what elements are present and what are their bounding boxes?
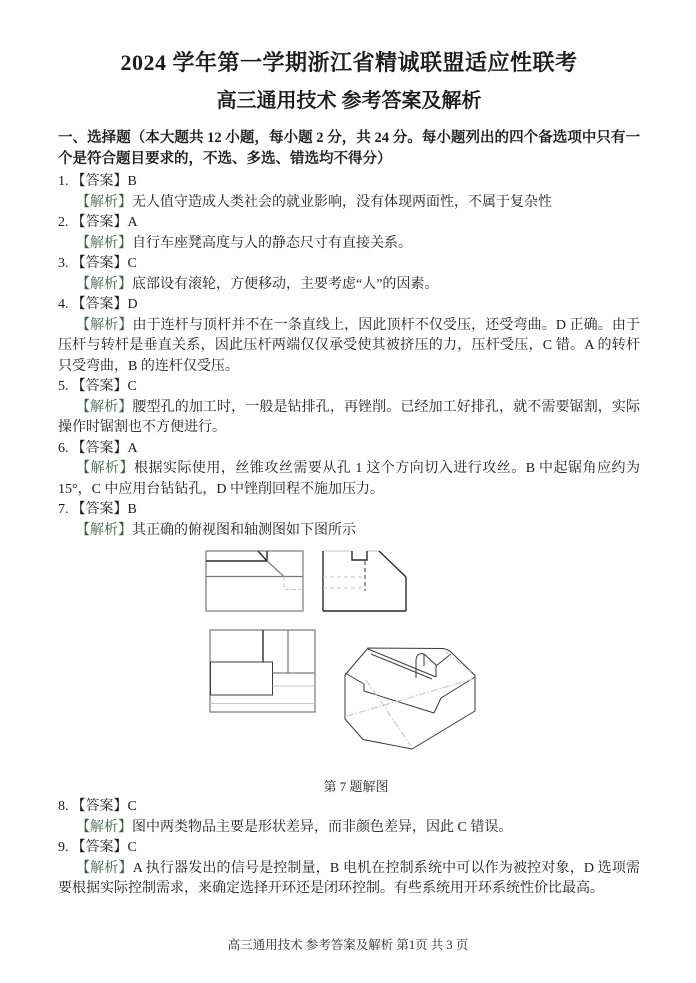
analysis-label: 【解析】 [76,461,134,476]
analysis-label: 【解析】 [76,860,133,876]
question-item-1 [58,172,640,213]
page-title: 2024 学年第一学期浙江省精诚联盟适应性联考 [120,50,578,75]
analysis-label: 【解析】 [76,235,132,251]
question-item-4 [58,295,640,377]
answer-label: 【答案】 [71,256,128,271]
analysis-line [58,275,640,296]
question-item-8 [58,797,640,838]
answer-value: C [127,379,137,394]
answer-value: B [127,174,137,189]
answer-value: C [127,799,137,814]
analysis-line [58,234,640,255]
question-number: 9. [58,840,69,855]
answer-label: 【答案】 [71,799,128,814]
analysis-line [58,193,640,214]
answer-value: D [127,297,138,312]
analysis-label: 【解析】 [76,399,133,415]
question-number: 8. [58,799,69,814]
page-footer: 高三通用技术 参考答案及解析 第1页 共 3 页 [227,938,469,952]
answer-line [58,172,640,193]
analysis-text: 由于连杆与顶杆并不在一条直线上，因此顶杆不仅受压，还受弯曲。D 正确。由于压杆与转杆是垂直关系，因此压杆两端仅仅承受使其被挤压的力，压杆受压，C 错。A 的转杆只受弯曲，B 的连杆仅受压。 [58,317,641,374]
answer-value: C [127,256,137,271]
answer-value: C [127,840,137,855]
answer-label: 【答案】 [71,379,128,394]
front-view-drawing [206,551,303,611]
analysis-label: 【解析】 [76,819,132,835]
analysis-text: 腰型孔的加工时，一般是钻排孔，再锉削。已经加工好排孔，就不需要锯割，实际操作时锯割也不方便进行。 [58,399,641,435]
analysis-text: 无人值守造成人类社会的就业影响，没有体现两面性，不属于复杂性 [132,194,552,210]
analysis-label: 【解析】 [76,522,132,538]
question-number: 4. [58,297,69,312]
analysis-text: 自行车座凳高度与人的静态尺寸有直接关系。 [132,235,412,251]
analysis-line [58,398,640,439]
question-number: 3. [58,256,69,271]
answer-line [58,838,640,859]
answer-line [58,377,640,398]
analysis-text: 根据实际使用，丝锥攻丝需要从孔 1 这个方向切入进行攻丝。B 中起锯角应约为 15°，C 中应用台钻钻孔，D 中锉削回程不施加压力。 [58,461,640,497]
question-item-6 [58,439,640,501]
analysis-line [58,818,640,839]
question-number: 7. [58,502,69,517]
answer-line [58,797,640,818]
top-view-drawing [210,630,315,712]
question-number: 5. [58,379,69,394]
answer-value: B [127,502,137,517]
answer-value: A [127,215,138,230]
analysis-text: 图中两类物品主要是形状差异，而非颜色差异，因此 C 错误。 [132,819,513,835]
page-subtitle: 高三通用技术 参考答案及解析 [216,90,482,112]
answer-value: A [127,440,138,456]
section-heading: 一、选择题（本大题共 12 小题，每小题 2 分，共 24 分。每小题列出的四个备选项中只有一个是符合题目要求的，不选、多选、错选均不得分） [58,130,640,167]
figure-caption: 第 7 题解图 [323,779,389,794]
analysis-line [58,459,640,500]
analysis-line [58,521,640,542]
question-item-7 [58,500,640,795]
answer-label: 【答案】 [71,215,128,230]
answer-line [58,254,640,275]
analysis-line [58,316,640,378]
answer-label: 【答案】 [71,297,128,312]
answer-line [58,213,640,234]
analysis-text: A 执行器发出的信号是控制量，B 电机在控制系统中可以作为被控对象，D 选项需要根据实际控制需求，来确定选择开环还是闭环控制。有些系统用开环系统性价比最高。 [58,860,640,896]
answer-line [58,500,640,521]
orthographic-and-axonometric-drawing [200,545,512,770]
analysis-label: 【解析】 [76,276,132,292]
solution-figure [200,545,512,795]
analysis-text: 底部设有滚轮，方便移动，主要考虑“人”的因素。 [132,276,439,292]
question-item-9 [58,838,640,900]
analysis-label: 【解析】 [76,317,133,333]
question-number: 6. [58,440,69,456]
answer-label: 【答案】 [71,840,128,855]
question-number: 1. [58,174,69,189]
analysis-line [58,859,640,900]
analysis-label: 【解析】 [76,194,132,210]
axonometric-view-drawing [345,648,475,749]
answer-label: 【答案】 [71,502,128,517]
question-number: 2. [58,215,69,230]
question-item-2 [58,213,640,254]
analysis-text: 其正确的俯视图和轴测图如下图所示 [132,522,356,538]
question-item-5 [58,377,640,439]
answer-line [58,295,640,316]
answer-line [58,439,640,460]
answer-label: 【答案】 [71,440,128,456]
answer-label: 【答案】 [71,174,128,189]
question-item-3 [58,254,640,295]
side-view-drawing [323,551,406,611]
